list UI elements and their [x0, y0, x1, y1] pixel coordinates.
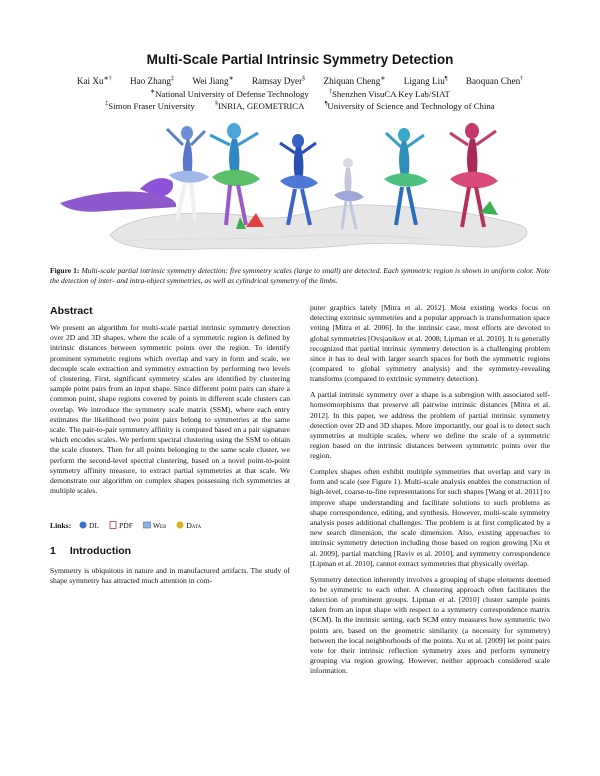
link-pdf[interactable]: PDF [109, 521, 133, 530]
intro-paragraph: Symmetry is ubiquitous in nature and in manufactured artifacts. The study of shape symmetry has attracted much attention in com- [50, 566, 290, 586]
affiliations-row-2 [0, 98, 600, 112]
paper-title: Multi-Scale Partial Intrinsic Symmetry Detection [146, 52, 454, 67]
abstract-paragraph: We present an algorithm for multi-scale partial intrinsic symmetry detection over 2D and 3D shapes, where the scale of a symmetric region is defined by intrinsic distances between symmetric points over the region. To identify prominent symmetric regions which overlap and vary in form and scale, we decouple scale extraction and symmetry extraction by performing two levels of clustering. First, significant symmetry scales are identified by clustering sample point pairs from an input shape. Since different point pairs can share a common point, shape regions covered by points in different scale clusters can overlap. We introduce the symmetry scale matrix (SSM), where each entry estimates the likelihood two point pairs belong to symmetries at the same scale. The pair-to-pair symmetry affinity is computed based on a pair signature which encodes scales. We perform spectral clustering using the SSM to obtain the scale clusters. Then for all points belonging to the same scale cluster, we perform the second-level spectral clustering, based on a novel point-to-point symmetry affinity measure, to extract partial symmetries at that scale. We demonstrate our algorithm on complex shapes possessing rich symmetries at multiple scales. [50, 323, 290, 496]
affiliation: ‡Simon Fraser University [105, 100, 195, 111]
link-dl[interactable]: DL [79, 521, 99, 530]
pdf-icon [109, 521, 117, 529]
intro-paragraph: A partial intrinsic symmetry over a shape is a subregion with associated self-homeomorphisms that preserve all pairwise intrinsic distances [Mitra et al. 2012]. In this paper, we address the problem of partial intrinsic symmetry detection over 2D and 3D shapes. More importantly, our goal is to detect such symmetries at multiple scales, where we define the scale of a symmetric region based on the intrinsic distances between symmetric points over the region. [310, 390, 550, 461]
data-icon [176, 521, 184, 529]
teaser-figure [50, 117, 550, 259]
author: Baoquan Chen† [465, 76, 524, 87]
links-row [50, 521, 209, 530]
author: Ramsay Dyer§ [251, 76, 306, 87]
affiliation: §INRIA, GEOMETRICA [214, 100, 305, 111]
link-web[interactable]: Web [143, 521, 167, 530]
intro-paragraph: Symmetry detection inherently involves a grouping of shape elements deemed to be symmetric to each other. A clustering approach often facilitates the detection of prominent groups. Lipman et al. [2010] cluster sample points taken from an input shape with respect to a symmetry correspondence matrix (SCM). In the intrinsic setting, each SCM entry measures how symmetric two points are, based on the geometric similarity (a necessity for symmetry) between the local neighborhoods of the points. Xu et al. [2009] let point pairs vote for their intrinsic reflection symmetry axes and perform symmetry grouping via region growing. However, neither approach considered scale information. [310, 574, 550, 676]
affiliation: †Shenzhen VisuCA Key Lab/SIAT [329, 88, 450, 99]
abstract-text [50, 323, 290, 502]
author: Kai Xu∗† [76, 76, 112, 87]
author: Wei Jiang∗ [192, 76, 234, 87]
author-list [0, 73, 600, 87]
right-column [310, 303, 550, 682]
figure-caption-text: Multi-scale partial intrinsic symmetry detection: five symmetry scales (large to small) are detected. Each symmetric region is shown in uniform color. Note the detection of inter- and intra-object symmetries, as well as cylindrical symmetry of the limbs. [50, 266, 551, 286]
link-data[interactable]: Data [176, 521, 201, 530]
dl-icon [79, 521, 87, 529]
author: Ligang Liu¶ [403, 76, 448, 87]
intro-paragraph: puter graphics lately [Mitra et al. 2012]. Most existing works focus on detecting extrinsic symmetries and a popular approach is transformation space voting [Mitra et al. 2006]. In the intrinsic case, most efforts are devoted to global symmetries [Ovsjanikov et al. 2008; Lipman et al. 2010]. It is generally recognized that partial intrinsic symmetry detection is a challenging problem since it has to deal with larger search spaces for both the symmetric regions (compared to global symmetry analysis) and the symmetry-revealing transforms (compared to extrinsic symmetry detection). [310, 303, 550, 384]
author: Hao Zhang‡ [129, 76, 175, 87]
web-icon [143, 521, 151, 529]
affiliation: ∗National University of Defense Technology [150, 88, 309, 99]
abstract-heading: Abstract [50, 305, 93, 317]
intro-heading [50, 545, 131, 557]
intro-left-text [50, 566, 290, 592]
section-number: 1 [50, 545, 56, 557]
links-label: Links: [50, 521, 72, 530]
author: Zhiquan Cheng∗ [323, 76, 386, 87]
figure-caption [50, 266, 550, 286]
section-title: Introduction [69, 545, 132, 557]
dancer-figure [210, 123, 260, 225]
figure-label: Figure 1: [50, 266, 80, 275]
intro-paragraph: Complex shapes often exhibit multiple symmetries that overlap and vary in form and scale (see Figure 1). Multi-scale analysis enables the construction of high-level, coarse-to-fine representations for such shapes [Wang et al. 2011] to improve shape understanding and facilitate solutions to such problems as shape correspondence, editing, and synthesis. However, multi-scale symmetry analysis poses additional challenges. The problem is at first complicated by a new search dimension, the scale dimension. Also, existing approaches to intrinsic symmetry detection including those based on region growing [Xu et al. 2009], partial matching [Raviv et al. 2010], and symmetry correspondence [Lipman et al. 2010], cannot extract symmetries that physically overlap. [310, 467, 550, 568]
affiliation: ¶University of Science and Technology of China [324, 100, 495, 111]
